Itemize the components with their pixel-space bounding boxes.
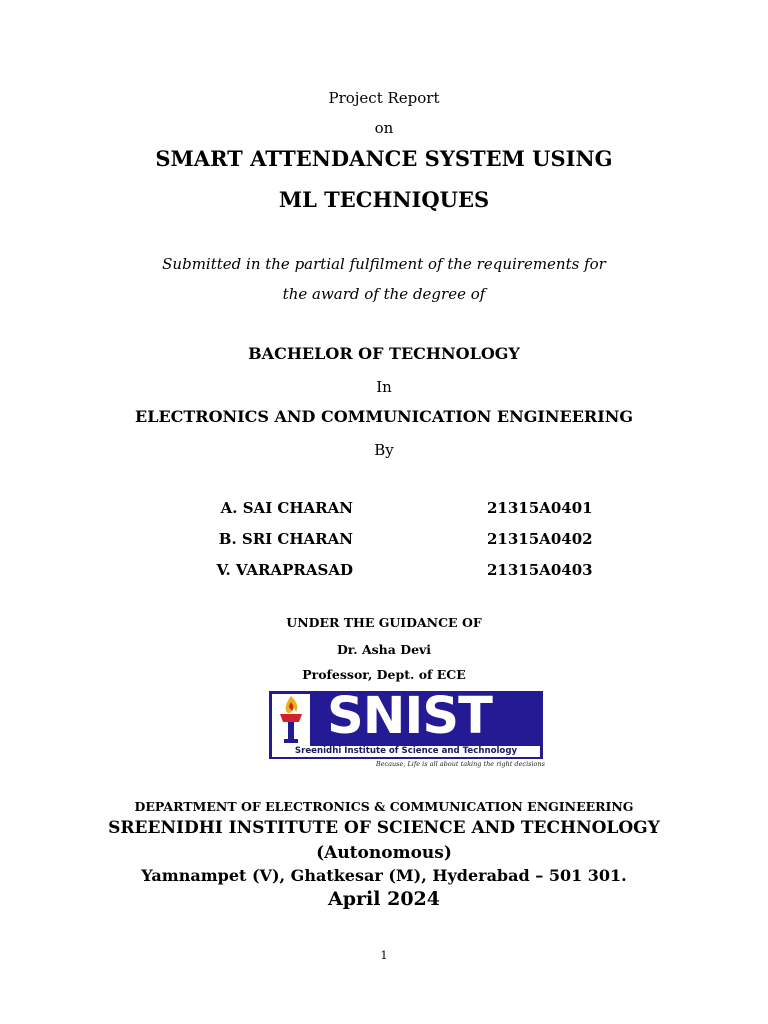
submission-statement-line-1: Submitted in the partial fulfilment of the requirements for bbox=[162, 255, 606, 273]
report-type-label: Project Report bbox=[328, 89, 440, 107]
student-roll-number: 21315A0401 bbox=[487, 499, 593, 517]
logo-wordmark: SNIST bbox=[327, 691, 492, 746]
department-name: DEPARTMENT OF ELECTRONICS & COMMUNICATION ENGINEERING bbox=[134, 799, 634, 814]
report-on-label: on bbox=[374, 119, 394, 137]
guide-name: Dr. Asha Devi bbox=[336, 642, 432, 657]
degree-branch: ELECTRONICS AND COMMUNICATION ENGINEERING bbox=[135, 407, 633, 426]
degree-name: BACHELOR OF TECHNOLOGY bbox=[248, 344, 520, 363]
degree-in-label: In bbox=[376, 378, 392, 396]
page-number: 1 bbox=[380, 949, 388, 962]
institute-address: Yamnampet (V), Ghatkesar (M), Hyderabad – 501 301. bbox=[141, 866, 627, 885]
guide-position: Professor, Dept. of ECE bbox=[302, 667, 466, 682]
submission-statement-line-2: the award of the degree of bbox=[282, 285, 486, 303]
project-title-line-2: ML TECHNIQUES bbox=[278, 187, 490, 212]
student-name: A. SAI CHARAN bbox=[220, 499, 353, 517]
student-roll-number: 21315A0403 bbox=[487, 561, 593, 579]
student-roll-number: 21315A0402 bbox=[487, 530, 593, 548]
institute-logo bbox=[269, 691, 543, 759]
logo-institute-name: Sreenidhi Institute of Science and Technology bbox=[272, 746, 540, 757]
torch-emblem-icon bbox=[272, 694, 310, 746]
guidance-heading: UNDER THE GUIDANCE OF bbox=[286, 615, 482, 630]
student-name: B. SRI CHARAN bbox=[218, 530, 353, 548]
autonomous-label: (Autonomous) bbox=[316, 843, 452, 863]
institute-name: SREENIDHI INSTITUTE OF SCIENCE AND TECHNOLOGY bbox=[108, 818, 660, 838]
by-label: By bbox=[374, 441, 394, 459]
project-title-line-1: SMART ATTENDANCE SYSTEM USING bbox=[155, 146, 613, 171]
student-name: V. VARAPRASAD bbox=[216, 561, 353, 579]
submission-date: April 2024 bbox=[328, 888, 440, 910]
logo-tagline: Because, Life is all about taking the right decisions bbox=[375, 760, 545, 768]
